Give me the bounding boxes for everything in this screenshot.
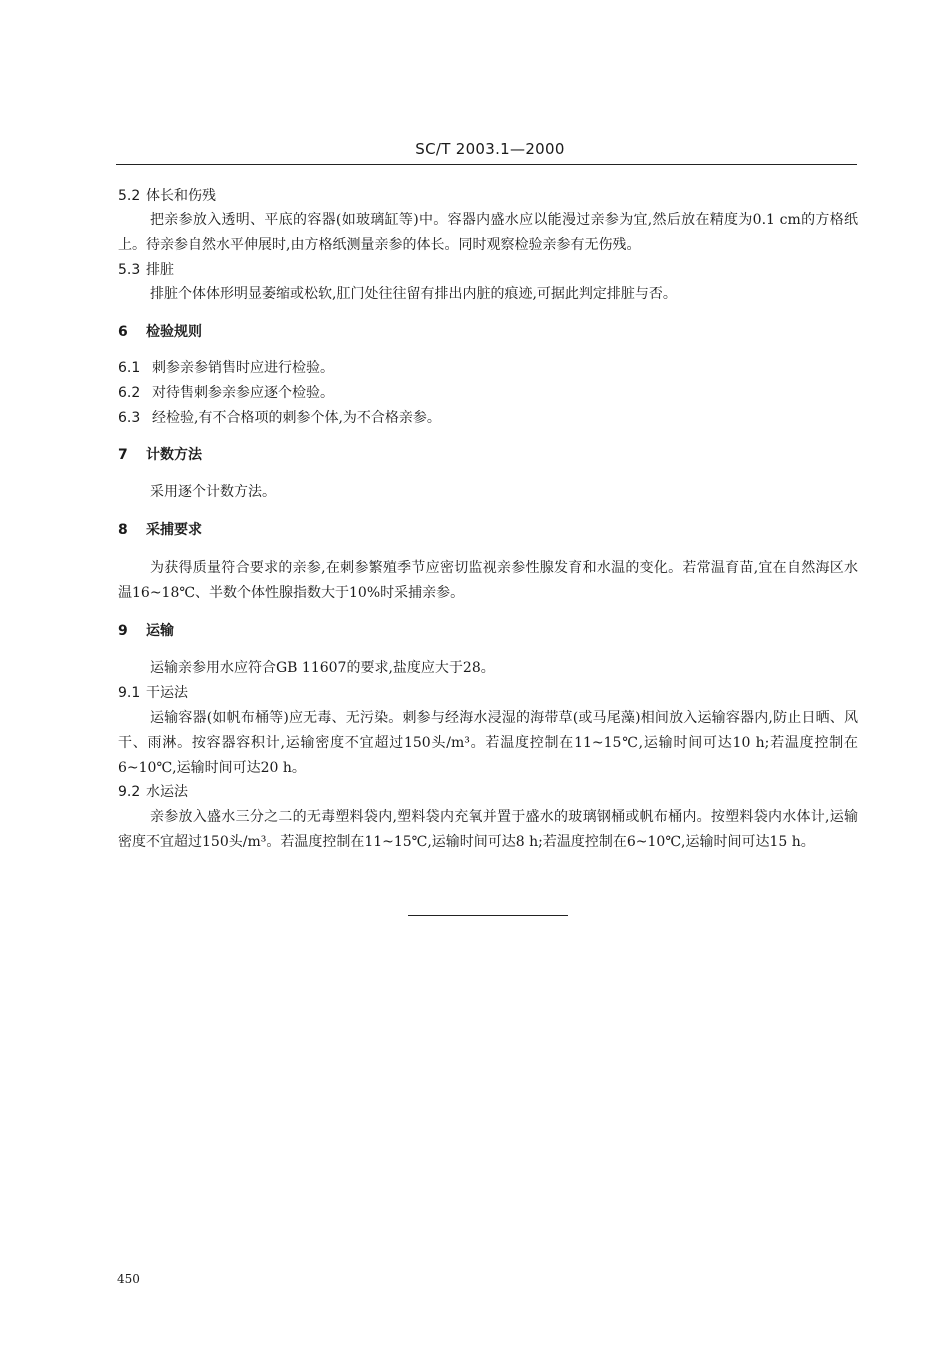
section-8-heading bbox=[118, 518, 858, 542]
subsection-9-1-heading bbox=[118, 681, 858, 705]
subsection-9-1-text: 运输容器(如帆布桶等)应无毒、无污染。刺参与经海水浸湿的海带草(或马尾藻)相间放入运输容器内,防止日晒、风干、雨淋。按容器容积计,运输密度不宜超过150头/m³。若温度控制在11~15℃,运输时间可达10 h;若温度控制在6~10℃,运输时间可达20 h。 bbox=[118, 710, 858, 776]
clause-6-1 bbox=[118, 356, 858, 380]
end-rule bbox=[408, 915, 568, 916]
subsection-title: 排脏 bbox=[146, 262, 174, 278]
header-rule bbox=[116, 164, 857, 165]
section-title: 计数方法 bbox=[146, 447, 202, 463]
clause-6-2 bbox=[118, 381, 858, 405]
clause-number: 6.2 bbox=[118, 385, 141, 401]
section-8-text: 为获得质量符合要求的亲参,在刺参繁殖季节应密切监视亲参性腺发育和水温的变化。若常温育苗,宜在自然海区水温16~18℃、半数个体性腺指数大于10%时采捕亲参。 bbox=[118, 560, 858, 601]
subsection-title: 水运法 bbox=[146, 784, 188, 800]
subsection-number: 9.2 bbox=[118, 784, 141, 800]
clause-text: 对待售刺参亲参应逐个检验。 bbox=[152, 385, 334, 401]
subsection-5-2-text: 把亲参放入透明、平底的容器(如玻璃缸等)中。容器内盛水应以能漫过亲参为宜,然后放在精度为0.1 cm的方格纸上。待亲参自然水平伸展时,由方格纸测量亲参的体长。同时观察检验亲参有无伤残。 bbox=[118, 212, 858, 253]
clause-text: 经检验,有不合格项的刺参个体,为不合格亲参。 bbox=[152, 410, 441, 426]
section-7-heading bbox=[118, 443, 858, 467]
subsection-number: 9.1 bbox=[118, 685, 141, 701]
section-title: 运输 bbox=[146, 623, 174, 639]
standard-code-header: SC/T 2003.1—2000 bbox=[415, 140, 565, 158]
section-title: 采捕要求 bbox=[146, 522, 202, 538]
clause-6-3 bbox=[118, 406, 858, 430]
page-number: 450 bbox=[117, 1272, 140, 1286]
subsection-9-2-heading bbox=[118, 780, 858, 804]
subsection-title: 干运法 bbox=[146, 685, 188, 701]
section-7-text: 采用逐个计数方法。 bbox=[150, 484, 276, 500]
section-number: 8 bbox=[118, 522, 128, 538]
subsection-9-2-text: 亲参放入盛水三分之二的无毒塑料袋内,塑料袋内充氧并置于盛水的玻璃钢桶或帆布桶内。按塑料袋内水体计,运输密度不宜超过150头/m³。若温度控制在11~15℃,运输时间可达8 h;若温度控制在6~10℃,运输时间可达15 h。 bbox=[118, 809, 858, 850]
subsection-number: 5.3 bbox=[118, 262, 141, 278]
clause-number: 6.3 bbox=[118, 410, 141, 426]
section-9-heading bbox=[118, 619, 858, 643]
subsection-5-2-heading bbox=[118, 184, 858, 208]
section-6-heading bbox=[118, 320, 858, 344]
subsection-title: 体长和伤残 bbox=[146, 188, 216, 204]
clause-text: 刺参亲参销售时应进行检验。 bbox=[152, 360, 334, 376]
subsection-number: 5.2 bbox=[118, 188, 141, 204]
section-number: 7 bbox=[118, 447, 128, 463]
subsection-5-3-text: 排脏个体体形明显萎缩或松软,肛门处往往留有排出内脏的痕迹,可据此判定排脏与否。 bbox=[150, 286, 677, 302]
section-title: 检验规则 bbox=[146, 324, 202, 340]
subsection-5-3-heading bbox=[118, 258, 858, 282]
section-number: 6 bbox=[118, 324, 128, 340]
section-9-text: 运输亲参用水应符合GB 11607的要求,盐度应大于28。 bbox=[150, 660, 495, 676]
section-number: 9 bbox=[118, 623, 128, 639]
clause-number: 6.1 bbox=[118, 360, 141, 376]
